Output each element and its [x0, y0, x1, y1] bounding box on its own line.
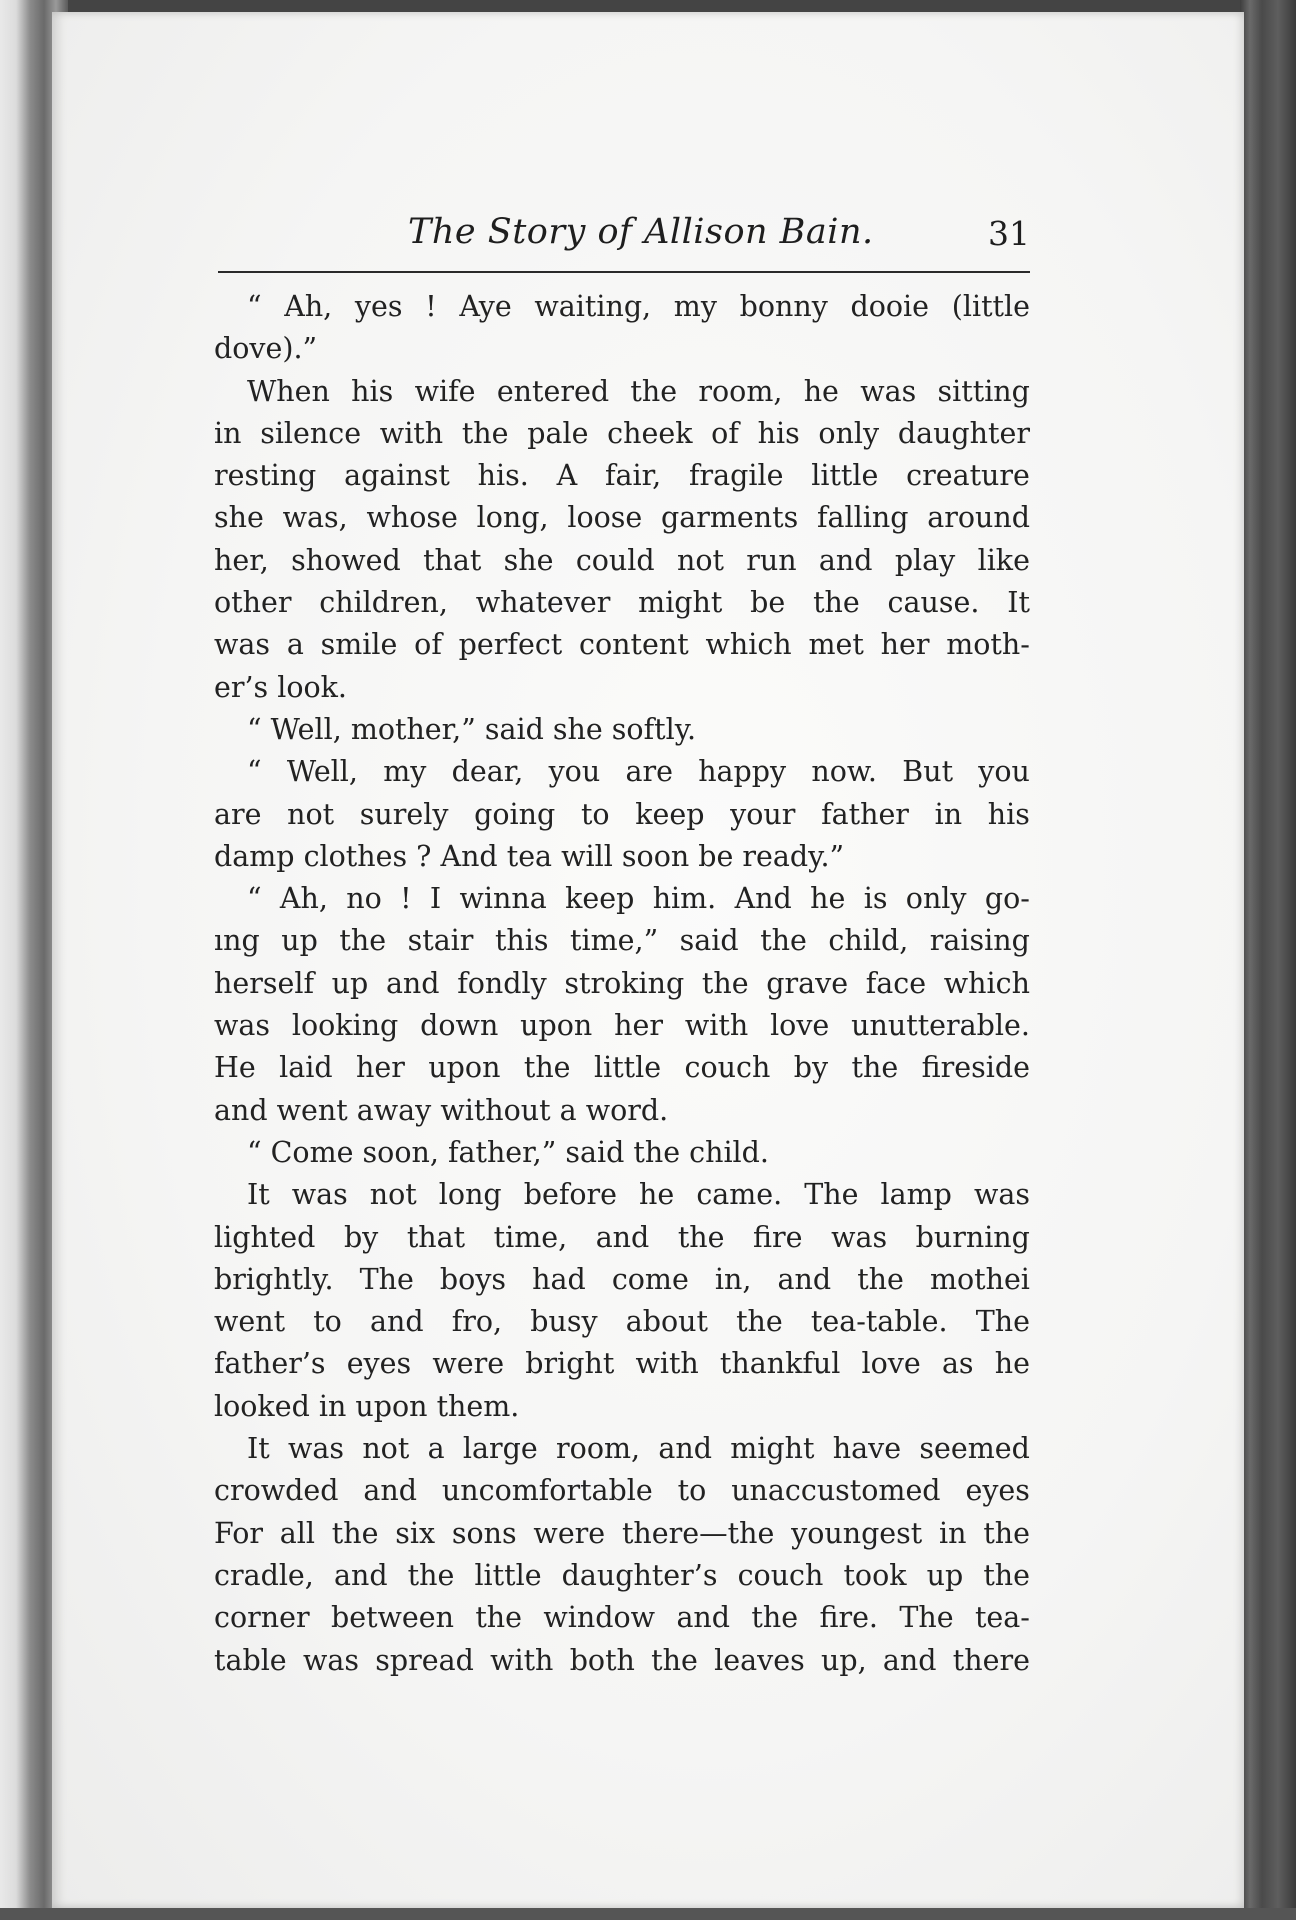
text-line: He laid her upon the little couch by the fireside: [214, 1051, 1030, 1085]
text-line: “ Come soon, father,” said the child.: [247, 1135, 769, 1169]
text-line: “ Well, my dear, you are happy now. But you: [247, 755, 1030, 789]
text-line: crowded and uncomfortable to unaccustomed eyes: [214, 1474, 1030, 1508]
text-line: was looking down upon her with love unutterable.: [214, 1009, 1030, 1043]
text-line: lighted by that time, and the fire was burning: [214, 1220, 1030, 1254]
header-rule: [218, 271, 1030, 273]
text-line: was a smile of perfect content which met her moth-: [214, 628, 1030, 662]
text-line: in silence with the pale cheek of his only daughter: [214, 416, 1030, 450]
text-line: ıng up the stair this time,” said the child, raising: [214, 924, 1030, 958]
scanner-top-edge: [0, 0, 1296, 12]
text-line: “ Ah, no ! I winna keep him. And he is only go-: [247, 882, 1030, 916]
text-line: corner between the window and the fire. The tea-: [214, 1601, 1030, 1635]
text-line: are not surely going to keep your father in his: [214, 797, 1030, 831]
text-line: she was, whose long, loose garments falling around: [214, 501, 1030, 535]
text-line: other children, whatever might be the cause. It: [214, 586, 1030, 620]
scanner-bottom-edge: [0, 1908, 1296, 1920]
text-line: brightly. The boys had come in, and the mothei: [214, 1262, 1030, 1296]
text-line: herself up and fondly stroking the grave face which: [214, 966, 1030, 1000]
text-line: “ Ah, yes ! Aye waiting, my bonny dooie (little: [247, 290, 1030, 323]
running-title: The Story of Allison Bain.: [408, 212, 874, 252]
text-line: and went away without a word.: [214, 1093, 669, 1127]
text-line: resting against his. A fair, fragile little creature: [214, 459, 1030, 493]
page-number: 31: [988, 214, 1030, 253]
text-line: When his wife entered the room, he was sitting: [247, 374, 1030, 408]
text-line: father’s eyes were bright with thankful love as he: [214, 1347, 1030, 1381]
running-head: [218, 212, 1030, 262]
text-line: damp clothes ? And tea will soon be ready.”: [214, 839, 845, 873]
body-text: [214, 286, 1030, 1682]
text-line: It was not a large room, and might have seemed: [247, 1432, 1030, 1466]
text-line: It was not long before he came. The lamp was: [247, 1178, 1030, 1212]
book-cover-edge: [1240, 0, 1296, 1920]
text-line: For all the six sons were there—the youngest in the: [214, 1516, 1030, 1550]
text-line: table was spread with both the leaves up, and there: [214, 1643, 1030, 1677]
text-line: cradle, and the little daughter’s couch took up the: [214, 1558, 1030, 1592]
text-line: dove).”: [214, 332, 318, 366]
text-line: “ Well, mother,” said she softly.: [247, 712, 697, 746]
text-line: er’s look.: [214, 670, 347, 704]
text-line: her, showed that she could not run and play like: [214, 543, 1030, 577]
text-line: went to and fro, busy about the tea-table. The: [214, 1305, 1030, 1339]
text-line: looked in upon them.: [214, 1389, 520, 1423]
